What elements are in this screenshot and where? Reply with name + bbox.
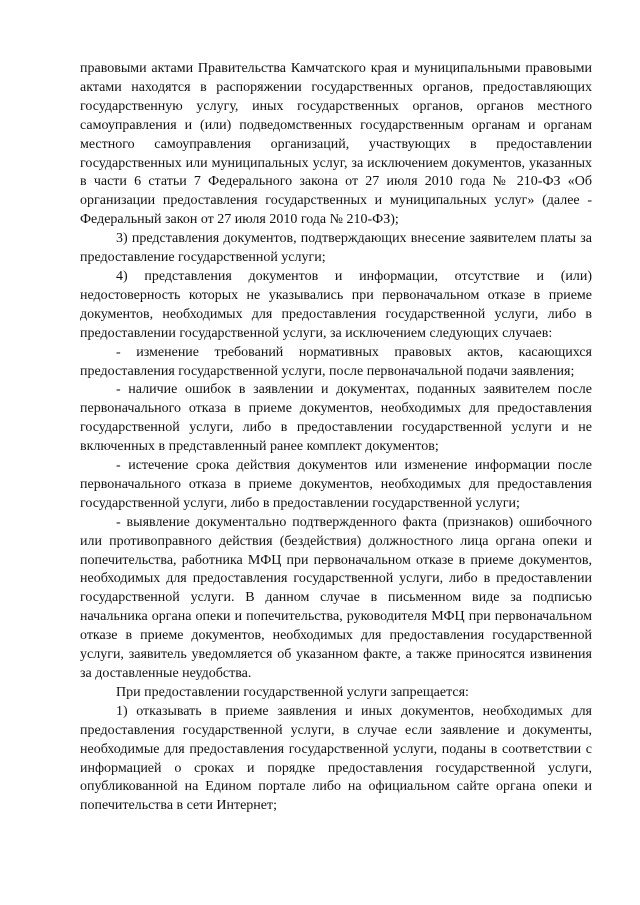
paragraph-exception-3: - истечение срока действия документов или изменение информации после первоначального отказа в приеме документов, необходимых для предоставления государственной услуги, либо в предоставлении государственной услуги;: [80, 458, 592, 511]
paragraph-exception-4: - выявление документально подтвержденного факта (признаков) ошибочного или противоправного действия (бездействия) должностного лица органа опеки и попечительства, работника МФЦ при первоначальном отказе в приеме документов, необходимых для предоставления государственной услуги, либо в предоставлении государственной услуги. В данном случае в письменном виде за подписью начальника органа опеки и попечительства, руководителя МФЦ при первоначальном отказе в приеме документов, необходимых для предоставления государственной услуги, заявитель уведомляется об указанном факте, а также приносятся извинения за доставленные неудобства.: [80, 514, 592, 681]
paragraph-continuation: правовыми актами Правительства Камчатского края и муниципальными правовыми актами находятся в распоряжении государственных органов, предоставляющих государственную услугу, иных государственных органов, органов местного самоуправления и (или) подведомственных государственным органам и органам местного самоуправления организаций, участвующих в предоставлении государственных или муниципальных услуг, за исключением документов, указанных в части 6 статьи 7 Федерального закона от 27 июля 2010 года № 210-ФЗ «Об организации предоставления государственных и муниципальных услуг» (далее - Федеральный закон от 27 июля 2010 года № 210-ФЗ);: [80, 61, 592, 228]
paragraph-prohibition-1: 1) отказывать в приеме заявления и иных документов, необходимых для предоставления государственной услуги, в случае если заявление и документы, необходимые для предоставления государственной услуги, поданы в соответствии с информацией о сроках и порядке предоставления государственной услуги, опубликованной на Едином портале либо на официальном сайте органа опеки и попечительства в сети Интернет;: [80, 703, 592, 814]
paragraph-exception-2: - наличие ошибок в заявлении и документах, поданных заявителем после первоначального отказа в приеме документов, необходимых для предоставления государственной услуги, либо в предоставлении государственной услуги и не включенных в представленный ранее комплект документов;: [80, 382, 592, 455]
paragraph-prohibitions-intro: При предоставлении государственной услуги запрещается:: [116, 684, 469, 700]
paragraph-item-4: 4) представления документов и информации, отсутствие и (или) недостоверность которых не указывались при первоначальном отказе в приеме документов, необходимых для предоставления государственной услуги, либо в предоставлении государственной услуги, за исключением следующих случаев:: [80, 268, 592, 341]
document-body: [80, 60, 592, 816]
paragraph-exception-1: - изменение требований нормативных правовых актов, касающихся предоставления государственной услуги, после первоначальной подачи заявления;: [80, 344, 592, 379]
paragraph-item-3: 3) представления документов, подтверждающих внесение заявителем платы за предоставление государственной услуги;: [80, 231, 592, 266]
